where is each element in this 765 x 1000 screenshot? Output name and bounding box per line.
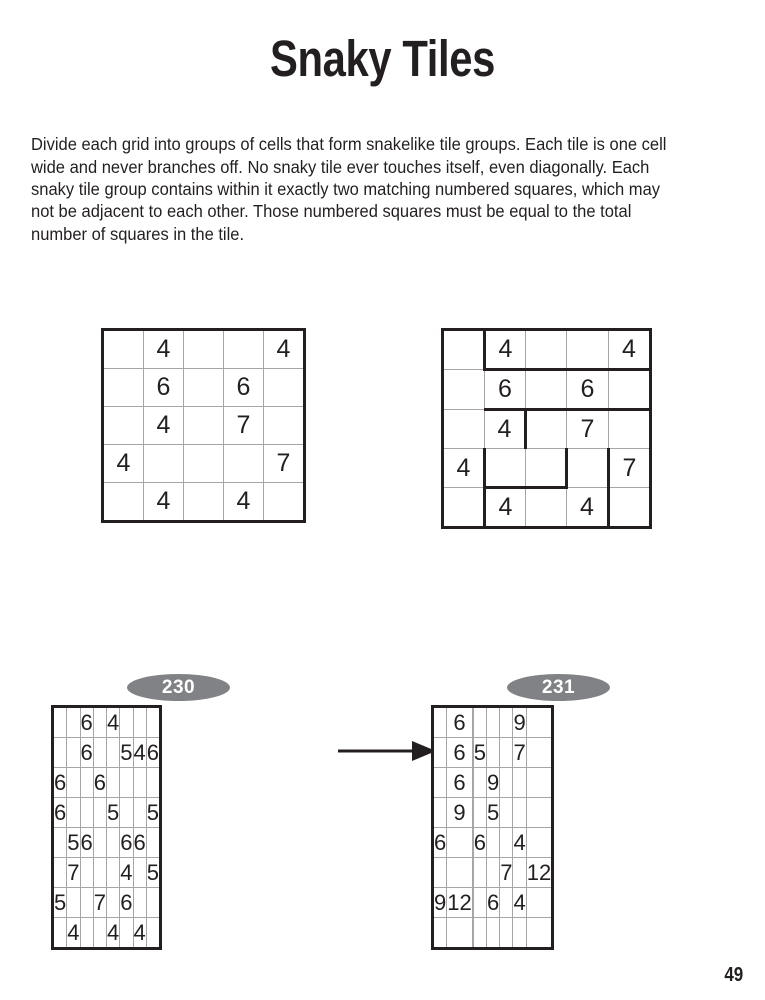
puzzle-230-cell-r5c4[interactable] [93, 828, 106, 858]
puzzle-230-cell-r2c5[interactable] [107, 738, 120, 768]
puzzle-231-cell-r3c8[interactable] [526, 768, 552, 798]
example-unsolved-cell-r2c2[interactable]: 6 [144, 369, 184, 407]
puzzle-231-cell-r2c6[interactable] [500, 738, 513, 768]
example-solved-row [443, 330, 651, 370]
example-unsolved-cell-r3c3[interactable] [184, 407, 224, 445]
example-unsolved-cell-r3c1[interactable] [103, 407, 144, 445]
puzzle-230-cell-r8c5[interactable]: 4 [107, 918, 120, 949]
example-solved-cell-r1c3[interactable] [526, 330, 567, 370]
puzzle-230-row [53, 888, 161, 918]
puzzle-231-cell-r4c8[interactable] [526, 798, 552, 828]
puzzle-231-cell-r8c4[interactable] [473, 918, 486, 949]
puzzle-231-cell-r8c5[interactable] [486, 918, 499, 949]
puzzle-230-cell-r2c6[interactable]: 5 [120, 738, 133, 768]
puzzle-230-cell-r4c3[interactable] [80, 798, 93, 828]
puzzle-230-cell-r5c1[interactable] [53, 828, 67, 858]
example-solved-row [443, 370, 651, 410]
puzzle-grid-231[interactable] [431, 705, 554, 950]
puzzle-230-row [53, 798, 161, 828]
puzzle-230-cell-r6c8[interactable]: 5 [146, 858, 160, 888]
example-solved-cell-r1c5[interactable]: 4 [609, 330, 651, 370]
example-solved-cell-r2c2[interactable]: 6 [485, 370, 526, 410]
example-unsolved-cell-r4c2[interactable] [144, 445, 184, 483]
puzzle-230-cell-r2c8[interactable]: 6 [146, 738, 160, 768]
puzzle-231-cell-r4c2[interactable]: 9 [447, 798, 472, 828]
example-unsolved-row [103, 369, 305, 407]
example-unsolved-cell-r5c5[interactable] [264, 483, 305, 522]
example-solved-cell-r5c2[interactable]: 4 [485, 488, 526, 528]
puzzle-230-cell-r6c6[interactable]: 4 [120, 858, 133, 888]
example-solved-cell-r2c3[interactable] [526, 370, 567, 410]
puzzle-231-row [433, 828, 553, 858]
puzzle-230-cell-r8c2[interactable]: 4 [67, 918, 80, 949]
puzzle-231-cell-r3c6[interactable] [500, 768, 513, 798]
puzzle-230-cell-r5c6[interactable]: 6 [120, 828, 133, 858]
puzzle-231-cell-r7c8[interactable] [526, 888, 552, 918]
puzzle-230-cell-r8c7[interactable]: 4 [133, 918, 146, 949]
example-solved-row [443, 488, 651, 528]
puzzle-230-cell-r7c1[interactable]: 5 [53, 888, 67, 918]
puzzle-230-cell-r6c7[interactable] [133, 858, 146, 888]
example-unsolved-cell-r3c5[interactable] [264, 407, 305, 445]
puzzle-230-cell-r3c5[interactable] [107, 768, 120, 798]
puzzle-231-cell-r1c1[interactable] [433, 707, 447, 738]
puzzle-231-cell-r6c8[interactable]: 12 [526, 858, 552, 888]
puzzle-230-cell-r4c6[interactable] [120, 798, 133, 828]
example-unsolved-cell-r3c4[interactable]: 7 [224, 407, 264, 445]
example-solved-cell-r3c2[interactable]: 4 [485, 410, 526, 449]
puzzle-231-cell-r5c1[interactable]: 6 [433, 828, 447, 858]
puzzle-230-cell-r6c2[interactable]: 7 [67, 858, 80, 888]
puzzle-230-cell-r8c6[interactable] [120, 918, 133, 949]
puzzle-230-cell-r5c5[interactable] [107, 828, 120, 858]
puzzle-231-cell-r6c1[interactable] [433, 858, 447, 888]
example-unsolved-row [103, 330, 305, 369]
example-solved-cell-r4c4[interactable] [567, 449, 609, 488]
example-solved-cell-r4c2[interactable] [485, 449, 526, 488]
puzzle-230-cell-r3c1[interactable]: 6 [53, 768, 67, 798]
example-solved-grid [441, 328, 652, 529]
puzzle-230-cell-r2c1[interactable] [53, 738, 67, 768]
puzzle-230-cell-r5c3[interactable]: 6 [80, 828, 93, 858]
puzzle-230-cell-r2c3[interactable]: 6 [80, 738, 93, 768]
puzzle-230-row [53, 768, 161, 798]
puzzle-230-cell-r2c4[interactable] [93, 738, 106, 768]
puzzle-231-cell-r3c2[interactable]: 6 [447, 768, 472, 798]
example-unsolved-cell-r4c1[interactable]: 4 [103, 445, 144, 483]
puzzle-231-row [433, 798, 553, 828]
puzzle-230-cell-r8c4[interactable] [93, 918, 106, 949]
puzzle-230-cell-r4c4[interactable] [93, 798, 106, 828]
example-unsolved-cell-r2c4[interactable]: 6 [224, 369, 264, 407]
puzzle-230-cell-r4c8[interactable]: 5 [146, 798, 160, 828]
puzzle-231-cell-r6c7[interactable] [513, 858, 526, 888]
arrow-right-icon [338, 738, 436, 764]
puzzle-231-cell-r5c2[interactable] [447, 828, 472, 858]
example-solved-row [443, 449, 651, 488]
puzzle-number-badge: 231 [507, 674, 610, 701]
instructions-text: Divide each grid into groups of cells that form snakelike tile groups. Each tile is one cell wide and never branches off. No snaky tile ever touches itself, even diagonally. Each snaky tile group contains within it exactly two matching numbered squares, which may not be adjacent to each other. Those numbered squares must be equal to the total number of squares in the tile. [31, 134, 667, 244]
example-solved-cell-r3c5[interactable] [609, 410, 651, 449]
example-solved-cell-r3c1[interactable] [443, 410, 485, 449]
example-unsolved-cell-r2c5[interactable] [264, 369, 305, 407]
puzzle-230-cell-r3c6[interactable] [120, 768, 133, 798]
puzzle-231-cell-r1c7[interactable]: 9 [513, 707, 526, 738]
puzzle-230-cell-r6c4[interactable] [93, 858, 106, 888]
puzzle-231-cell-r4c1[interactable] [433, 798, 447, 828]
puzzle-231-cell-r6c5[interactable] [486, 858, 499, 888]
puzzle-231-cell-r7c5[interactable]: 6 [486, 888, 499, 918]
example-unsolved-cell-r4c5[interactable]: 7 [264, 445, 305, 483]
example-unsolved-cell-r5c1[interactable] [103, 483, 144, 522]
example-solved-cell-r4c3[interactable] [526, 449, 567, 488]
puzzle-230-row [53, 707, 161, 738]
puzzle-231-cell-r8c6[interactable] [500, 918, 513, 949]
puzzle-230-row [53, 918, 161, 949]
puzzle-230-cell-r7c2[interactable] [67, 888, 80, 918]
puzzle-231-cell-r2c8[interactable] [526, 738, 552, 768]
puzzle-230-cell-r6c1[interactable] [53, 858, 67, 888]
example-unsolved-cell-r1c5[interactable]: 4 [264, 330, 305, 369]
example-solved-cell-r1c4[interactable] [567, 330, 609, 370]
puzzle-230-cell-r5c8[interactable] [146, 828, 160, 858]
puzzle-230-cell-r2c2[interactable] [67, 738, 80, 768]
puzzle-231-cell-r7c6[interactable] [500, 888, 513, 918]
puzzle-231-cell-r4c7[interactable] [513, 798, 526, 828]
puzzle-231-cell-r6c6[interactable]: 7 [500, 858, 513, 888]
example-unsolved-cell-r5c3[interactable] [184, 483, 224, 522]
puzzle-230-cell-r4c7[interactable] [133, 798, 146, 828]
puzzle-230-row [53, 828, 161, 858]
puzzle-231-cell-r3c5[interactable]: 9 [486, 768, 499, 798]
example-unsolved-cell-r4c4[interactable] [224, 445, 264, 483]
puzzle-231-cell-r7c4[interactable] [473, 888, 486, 918]
puzzle-230-cell-r6c5[interactable] [107, 858, 120, 888]
example-solved-cell-r5c5[interactable] [609, 488, 651, 528]
puzzle-230-cell-r3c7[interactable] [133, 768, 146, 798]
example-solved-cell-r5c1[interactable] [443, 488, 485, 528]
example-unsolved-cell-r1c3[interactable] [184, 330, 224, 369]
example-unsolved-cell-r1c4[interactable] [224, 330, 264, 369]
puzzle-231-cell-r2c1[interactable] [433, 738, 447, 768]
puzzle-grid-230[interactable] [51, 705, 162, 950]
puzzle-230-cell-r4c1[interactable]: 6 [53, 798, 67, 828]
puzzle-230-cell-r3c2[interactable] [67, 768, 80, 798]
example-solved-cell-r2c1[interactable] [443, 370, 485, 410]
puzzle-231-cell-r5c8[interactable] [526, 828, 552, 858]
puzzle-231-row [433, 768, 553, 798]
puzzle-230-cell-r1c7[interactable] [133, 707, 146, 738]
puzzle-230-cell-r5c7[interactable]: 6 [133, 828, 146, 858]
puzzle-230-cell-r7c3[interactable] [80, 888, 93, 918]
example-solved-cell-r2c5[interactable] [609, 370, 651, 410]
page-number: 49 [724, 964, 743, 986]
example-unsolved-cell-r1c2[interactable]: 4 [144, 330, 184, 369]
puzzle-231-cell-r2c5[interactable] [486, 738, 499, 768]
puzzle-230-row [53, 738, 161, 768]
puzzle-231-cell-r1c6[interactable] [500, 707, 513, 738]
puzzle-230-cell-r8c1[interactable] [53, 918, 67, 949]
example-section [0, 328, 765, 528]
puzzle-230-cell-r7c6[interactable]: 6 [120, 888, 133, 918]
puzzle-231-cell-r7c7[interactable]: 4 [513, 888, 526, 918]
puzzle-231-cell-r3c4[interactable] [473, 768, 486, 798]
puzzle-231-row [433, 888, 553, 918]
puzzle-231-cell-r5c4[interactable]: 6 [473, 828, 486, 858]
puzzle-number-badge: 230 [127, 674, 230, 701]
puzzle-231-cell-r7c2[interactable]: 12 [447, 888, 472, 918]
puzzle-230-cell-r5c2[interactable]: 5 [67, 828, 80, 858]
puzzle-230-cell-r8c3[interactable] [80, 918, 93, 949]
puzzle-230-cell-r1c8[interactable] [146, 707, 160, 738]
puzzle-231-cell-r1c8[interactable] [526, 707, 552, 738]
puzzle-230-cell-r3c3[interactable] [80, 768, 93, 798]
puzzle-231-cell-r5c5[interactable] [486, 828, 499, 858]
puzzle-230-row [53, 858, 161, 888]
puzzle-230-cell-r1c1[interactable] [53, 707, 67, 738]
puzzle-230-cell-r3c4[interactable]: 6 [93, 768, 106, 798]
example-solved-cell-r1c1[interactable] [443, 330, 485, 370]
puzzle-230-cell-r1c5[interactable]: 4 [107, 707, 120, 738]
puzzle-230-cell-r4c2[interactable] [67, 798, 80, 828]
puzzle-231-cell-r3c7[interactable] [513, 768, 526, 798]
puzzle-231-cell-r5c7[interactable]: 4 [513, 828, 526, 858]
puzzle-231-cell-r6c2[interactable] [447, 858, 472, 888]
puzzle-231-cell-r3c1[interactable] [433, 768, 447, 798]
example-solved-cell-r5c4[interactable]: 4 [567, 488, 609, 528]
puzzle-230-cell-r3c8[interactable] [146, 768, 160, 798]
puzzle-230-cell-r1c6[interactable] [120, 707, 133, 738]
example-unsolved-cell-r2c1[interactable] [103, 369, 144, 407]
example-unsolved-grid [101, 328, 306, 523]
example-unsolved-cell-r1c1[interactable] [103, 330, 144, 369]
puzzle-230-cell-r1c3[interactable]: 6 [80, 707, 93, 738]
example-solved-cell-r3c4[interactable]: 7 [567, 410, 609, 449]
puzzle-231-row [433, 858, 553, 888]
puzzle-230-cell-r1c4[interactable] [93, 707, 106, 738]
puzzle-231-cell-r2c7[interactable]: 7 [513, 738, 526, 768]
puzzle-231-cell-r7c1[interactable]: 9 [433, 888, 447, 918]
example-solved-cell-r1c2[interactable]: 4 [485, 330, 526, 370]
puzzle-231-cell-r5c6[interactable] [500, 828, 513, 858]
puzzle-230-cell-r7c4[interactable]: 7 [93, 888, 106, 918]
puzzle-230-cell-r7c8[interactable] [146, 888, 160, 918]
example-solved-cell-r3c3[interactable] [526, 410, 567, 449]
puzzle-230-cell-r7c7[interactable] [133, 888, 146, 918]
puzzle-231-cell-r8c7[interactable] [513, 918, 526, 949]
puzzle-231-cell-r6c4[interactable] [473, 858, 486, 888]
puzzle-231-cell-r2c4[interactable]: 5 [473, 738, 486, 768]
puzzle-230-cell-r1c2[interactable] [67, 707, 80, 738]
puzzle-231-cell-r2c2[interactable]: 6 [447, 738, 472, 768]
example-solved-row [443, 410, 651, 449]
example-solved-cell-r4c1[interactable]: 4 [443, 449, 485, 488]
puzzle-231-row [433, 707, 553, 738]
puzzle-231-cell-r8c1[interactable] [433, 918, 447, 949]
puzzle-231-cell-r1c4[interactable] [473, 707, 486, 738]
puzzle-230-cell-r8c8[interactable] [146, 918, 160, 949]
page-title: Snaky Tiles [270, 30, 495, 87]
puzzle-231-cell-r8c8[interactable] [526, 918, 552, 949]
puzzle-231-cell-r1c5[interactable] [486, 707, 499, 738]
puzzle-230-cell-r4c5[interactable]: 5 [107, 798, 120, 828]
example-unsolved-cell-r5c2[interactable]: 4 [144, 483, 184, 522]
puzzle-230-cell-r7c5[interactable] [107, 888, 120, 918]
puzzle-231-row [433, 738, 553, 768]
puzzle-230-cell-r2c7[interactable]: 4 [133, 738, 146, 768]
puzzle-231-cell-r8c2[interactable] [447, 918, 472, 949]
example-unsolved-cell-r3c2[interactable]: 4 [144, 407, 184, 445]
puzzle-231-row [433, 918, 553, 949]
example-solved-cell-r5c3[interactable] [526, 488, 567, 528]
example-unsolved-cell-r4c3[interactable] [184, 445, 224, 483]
puzzle-230-cell-r6c3[interactable] [80, 858, 93, 888]
puzzle-231-cell-r4c5[interactable]: 5 [486, 798, 499, 828]
example-unsolved-row [103, 407, 305, 445]
example-unsolved-cell-r2c3[interactable] [184, 369, 224, 407]
puzzle-231-cell-r4c4[interactable] [473, 798, 486, 828]
example-solved-cell-r4c5[interactable]: 7 [609, 449, 651, 488]
puzzle-231-cell-r1c2[interactable]: 6 [447, 707, 472, 738]
example-solved-cell-r2c4[interactable]: 6 [567, 370, 609, 410]
example-unsolved-row [103, 483, 305, 522]
example-unsolved-cell-r5c4[interactable]: 4 [224, 483, 264, 522]
puzzle-231-cell-r4c6[interactable] [500, 798, 513, 828]
example-unsolved-row [103, 445, 305, 483]
